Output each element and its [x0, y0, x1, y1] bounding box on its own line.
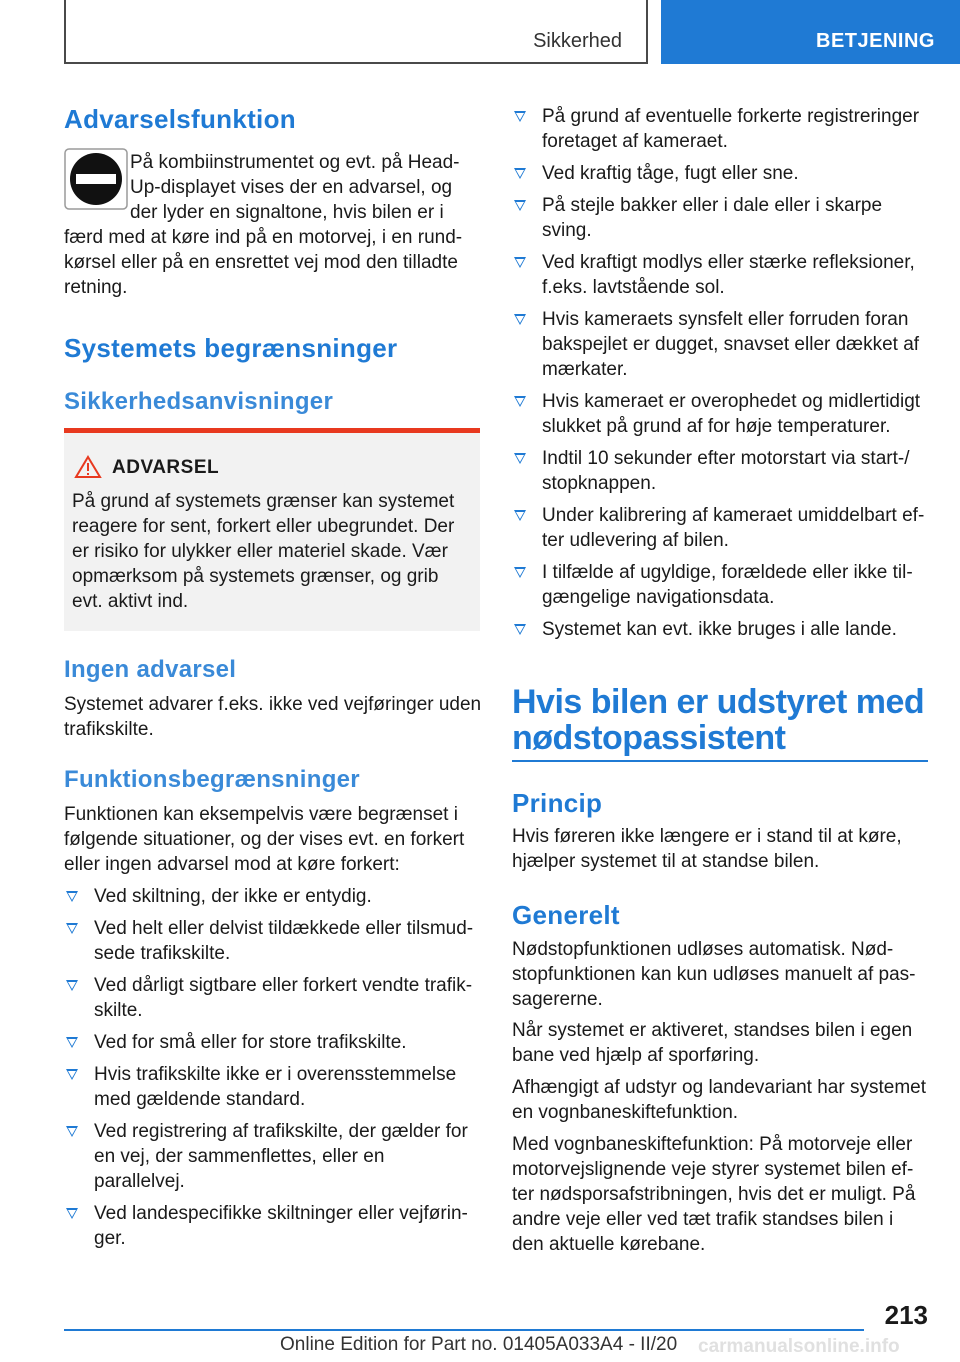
page-number: 213: [884, 1300, 928, 1330]
edition-text: Online Edition for Part no. 01405A033A4 - II/20: [280, 1334, 678, 1355]
no-warning-text: Systemet advarer f.eks. ikke ved vejføringer uden trafikskilte.: [64, 694, 482, 740]
function-limits-list: [64, 884, 480, 1258]
header-section-box: [64, 0, 648, 64]
bullet-triangle-icon: [66, 1069, 78, 1080]
list-item: På grund af eventuelle forkerte registreringer foretaget af kameraet.: [512, 104, 932, 154]
bullet-triangle-icon: [66, 1126, 78, 1137]
bullet-triangle-icon: [514, 111, 526, 122]
list-item: Under kalibrering af kameraet umiddelbart ef-ter udlevering af bilen.: [512, 503, 932, 553]
warning-box: [64, 428, 480, 631]
list-item: Hvis kameraet er overophedet og midlertidigt slukket på grund af for høje temperaturer.: [512, 389, 932, 439]
general-p4: Med vognbaneskiftefunktion: På motorveje eller motorvejslignende veje styrer systemet bilen ef-ter nødsporsafstribningen, hvis det er muligt. På andre veje eller ved tæt trafik standses bilen i den aktuelle kørebane.: [512, 1134, 916, 1255]
list-item: Ved skiltning, der ikke er entydig.: [64, 884, 480, 909]
list-item: Ved dårligt sigtbare eller forkert vendte trafik-skilte.: [64, 973, 480, 1023]
general-p1: Nødstopfunktionen udløses automatisk. Nød-stopfunktionen kan kun udløses manuelt af pas-sagererne.: [512, 939, 916, 1010]
principle-text: Hvis føreren ikke længere er i stand til at køre, hjælper systemet til at standse bilen.: [512, 826, 902, 872]
list-item: I tilfælde af ugyldige, forældede eller ikke til-gængelige navigationsdata.: [512, 560, 932, 610]
list-item: Hvis trafikskilte ikke er i overensstemmelse med gældende standard.: [64, 1062, 480, 1112]
warning-text: På grund af systemets grænser kan systemet reagere for sent, forkert eller ubegrundet. Der er risiko for ulykker eller materiel skade. Vær opmærksom på systemets grænser, og grib evt. aktivt ind.: [72, 491, 455, 612]
bullet-triangle-icon: [514, 567, 526, 578]
list-item: Ved kraftig tåge, fugt eller sne.: [512, 161, 932, 186]
bullet-triangle-icon: [514, 200, 526, 211]
bullet-triangle-icon: [514, 257, 526, 268]
list-item: Ved landespecifikke skiltninger eller vejførin-ger.: [64, 1201, 480, 1251]
section-divider: [512, 760, 928, 762]
list-item: Ved registrering af trafikskilte, der gælder for en vej, der sammenflettes, eller en parallelvej.: [64, 1119, 480, 1194]
warning-function-title: Advarselsfunktion: [64, 104, 296, 134]
list-item: Ved kraftigt modlys eller stærke refleksioner, f.eks. lavtstående sol.: [512, 250, 932, 300]
list-item: Ved helt eller delvist tildækkede eller tilsmud-sede trafikskilte.: [64, 916, 480, 966]
function-limits-text: Funktionen kan eksempelvis være begrænset i følgende situationer, og der vises evt. en forkert eller ingen advarsel mod at køre forkert:: [64, 804, 465, 875]
list-item: Systemet kan evt. ikke bruges i alle lande.: [512, 617, 932, 642]
bullet-triangle-icon: [66, 923, 78, 934]
header-chapter-box: [661, 0, 960, 64]
warning-function-text-rest: færd med at køre ind på en motorvej, i en rund-kørsel eller på en ensrettet vej mod den tilladte retning.: [64, 227, 463, 298]
bullet-triangle-icon: [514, 168, 526, 179]
no-warning-title: Ingen advarsel: [64, 656, 237, 683]
watermark-text: carmanualsonline.info: [698, 1336, 900, 1357]
emergency-stop-title: Hvis bilen er udstyret med nødstopassistent: [512, 683, 925, 757]
general-title: Generelt: [512, 900, 620, 930]
list-item: På stejle bakker eller i dale eller i skarpe sving.: [512, 193, 932, 243]
warning-label: ADVARSEL: [112, 457, 220, 478]
bullet-triangle-icon: [514, 453, 526, 464]
general-p3: Afhængigt af udstyr og landevariant har systemet en vognbaneskiftefunktion.: [512, 1077, 927, 1123]
function-limits-title: Funktionsbegrænsninger: [64, 766, 360, 793]
system-limits-title: Systemets begrænsninger: [64, 333, 398, 363]
bullet-triangle-icon: [66, 980, 78, 991]
list-item: Indtil 10 sekunder efter motorstart via start-/ stopknappen.: [512, 446, 932, 496]
warning-function-text-first: På kombiinstrumentet og evt. på Head-Up-displayet vises der en advarsel, og der lyder en signaltone, hvis bilen er i: [130, 152, 460, 223]
header-section-title: Sikkerhed: [533, 30, 622, 52]
bullet-triangle-icon: [514, 510, 526, 521]
bullet-triangle-icon: [66, 1208, 78, 1219]
bullet-triangle-icon: [514, 624, 526, 635]
bullet-triangle-icon: [66, 891, 78, 902]
bullet-triangle-icon: [514, 396, 526, 407]
bullet-triangle-icon: [514, 314, 526, 325]
limitations-list: [512, 104, 932, 649]
principle-title: Princip: [512, 788, 603, 818]
safety-instructions-title: Sikkerhedsanvisninger: [64, 388, 334, 415]
list-item: Hvis kameraets synsfelt eller forruden foran bakspejlet er dugget, snavset eller dækket af mærkater.: [512, 307, 932, 382]
general-p2: Når systemet er aktiveret, standses bilen i egen bane ved hjælp af sporføring.: [512, 1020, 913, 1066]
no-entry-icon: [64, 148, 128, 210]
list-item: Ved for små eller for store trafikskilte.: [64, 1030, 480, 1055]
warning-triangle-icon: [74, 455, 102, 479]
header-chapter-title: BETJENING: [816, 30, 935, 52]
footer-divider: [64, 1329, 864, 1331]
bullet-triangle-icon: [66, 1037, 78, 1048]
